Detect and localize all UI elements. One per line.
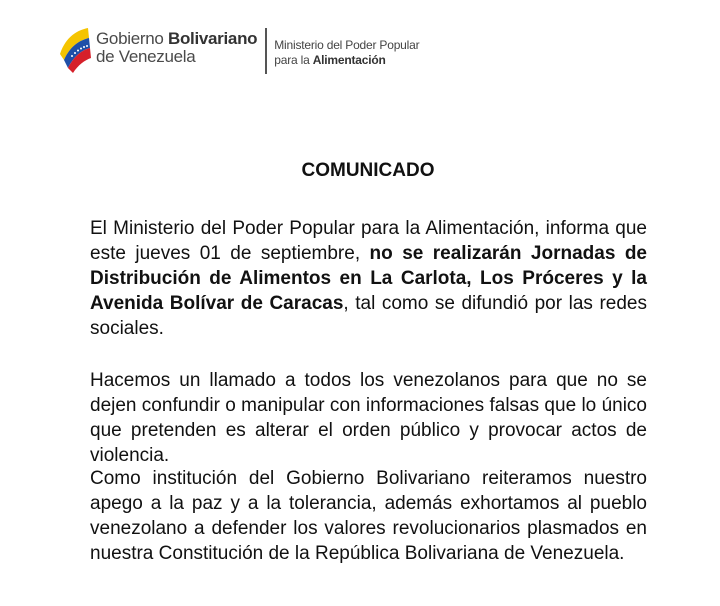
ministry-line2-prefix: para la bbox=[274, 53, 313, 67]
p1-bold-text: no se realizarán Jornadas de Distribución de Alimentos en La Carlota, Los Próceres y la Avenida Bolívar de Caracas bbox=[90, 243, 647, 314]
gob-line2: de Venezuela bbox=[96, 47, 196, 66]
letterhead-divider bbox=[265, 28, 267, 74]
ministry-line1: Ministerio del Poder Popular bbox=[274, 38, 420, 52]
venezuela-flag-logo-icon bbox=[58, 24, 92, 74]
paragraph-announcement bbox=[90, 216, 647, 341]
paragraph-call: Hacemos un llamado a todos los venezolanos para que no se dejen confundir o manipular con informaciones falsas que lo único que pretenden es alterar el orden público y provocar actos de violencia. bbox=[90, 370, 647, 466]
ministry-line2-bold: Alimentación bbox=[312, 53, 386, 67]
ministry-name bbox=[274, 38, 419, 68]
gob-line1-bold: Bolivariano bbox=[167, 29, 258, 48]
p1-text-start: El Ministerio del Poder Popular para la Alimentación, informa que este jueves 01 de septiembre, bbox=[90, 218, 647, 264]
gob-line1-prefix: Gobierno bbox=[96, 29, 168, 48]
letterhead bbox=[58, 22, 419, 78]
document-title: COMUNICADO bbox=[301, 160, 435, 181]
government-name bbox=[96, 30, 257, 66]
p1-text-end: , tal como se difundió por las redes sociales. bbox=[90, 293, 647, 339]
paragraph-institution: Como institución del Gobierno Bolivariano reiteramos nuestro apego a la paz y a la tolerancia, además exhortamos al pueblo venezolano a defender los valores revolucionarios plasmados en nuestra Constitución de la República Bolivariana de Venezuela. bbox=[90, 468, 647, 564]
